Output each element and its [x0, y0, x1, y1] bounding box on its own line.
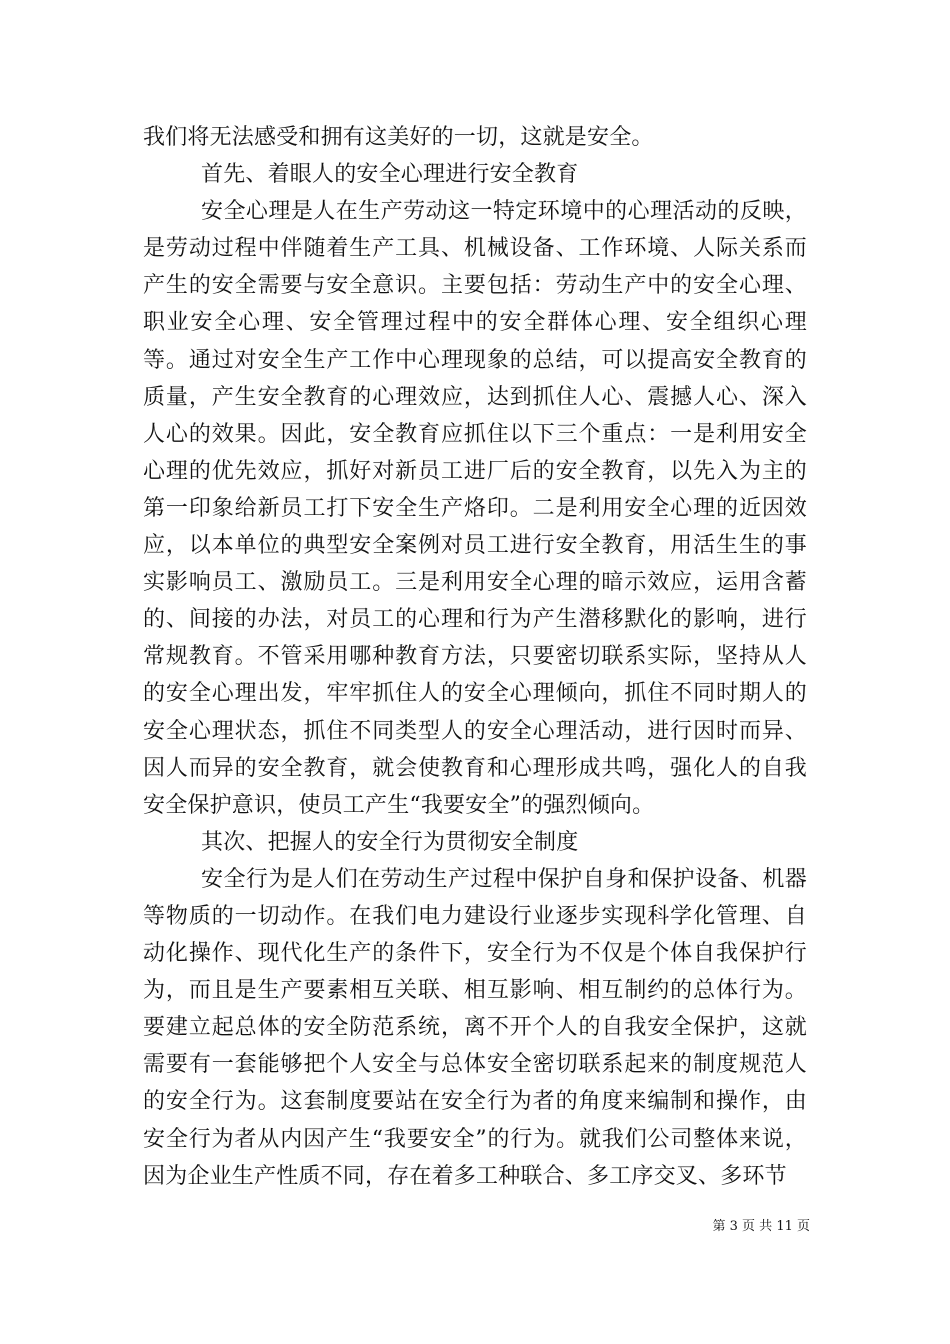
section-heading-psychology: 首先、着眼人的安全心理进行安全教育	[201, 162, 579, 188]
paragraph-behavior: 安全行为是人们在劳动生产过程中保护自身和保护设备、机器等物质的一切动作。在我们电力建设行业逐步实现科学化管理、自动化操作、现代化生产的条件下，安全行为不仅是个体自我保护行为，而且是生产要素相互关联、相互影响、相互制约的总体行为。要建立起总体的安全防范系统，离不开个人的自我安全保护，这就需要有一套能够把个人安全与总体安全密切联系起来的制度规范人的安全行为。这套制度要站在安全行为者的角度来编制和操作，由安全行为者从内因产生“我要安全”的行为。就我们公司整体来说，因为企业生产性质不同，存在着多工种联合、多工序交叉、多环节	[143, 866, 807, 1189]
paragraph-psychology: 安全心理是人在生产劳动这一特定环境中的心理活动的反映，是劳动过程中伴随着生产工具、机械设备、工作环境、人际关系而产生的安全需要与安全意识。主要包括：劳动生产中的安全心理、职业安全心理、安全管理过程中的安全群体心理、安全组织心理等。通过对安全生产工作中心理现象的总结，可以提高安全教育的质量，产生安全教育的心理效应，达到抓住人心、震撼人心、深入人心的效果。因此，安全教育应抓住以下三个重点：一是利用安全心理的优先效应，抓好对新员工进厂后的安全教育，以先入为主的第一印象给新员工打下安全生产烙印。二是利用安全心理的近因效应，以本单位的典型安全案例对员工进行安全教育，用活生生的事实影响员工、激励员工。三是利用安全心理的暗示效应，运用含蓄的、间接的办法，对员工的心理和行为产生潜移默化的影响，进行常规教育。不管采用哪种教育方法，只要密切联系实际，坚持从人的安全心理出发，牢牢抓住人的安全心理倾向，抓住不同时期人的安全心理状态，抓住不同类型人的安全心理活动，进行因时而异、因人而异的安全教育，就会使教育和心理形成共鸣，强化人的自我安全保护意识，使员工产生“我要安全”的强烈倾向。	[143, 199, 807, 818]
section-heading-behavior: 其次、把握人的安全行为贯彻安全制度	[201, 829, 579, 855]
paragraph-1: 我们将无法感受和拥有这美好的一切，这就是安全。	[143, 125, 654, 150]
page-number-footer: 第 3 页 共 11 页	[712, 1219, 810, 1234]
document-body	[143, 119, 807, 1195]
